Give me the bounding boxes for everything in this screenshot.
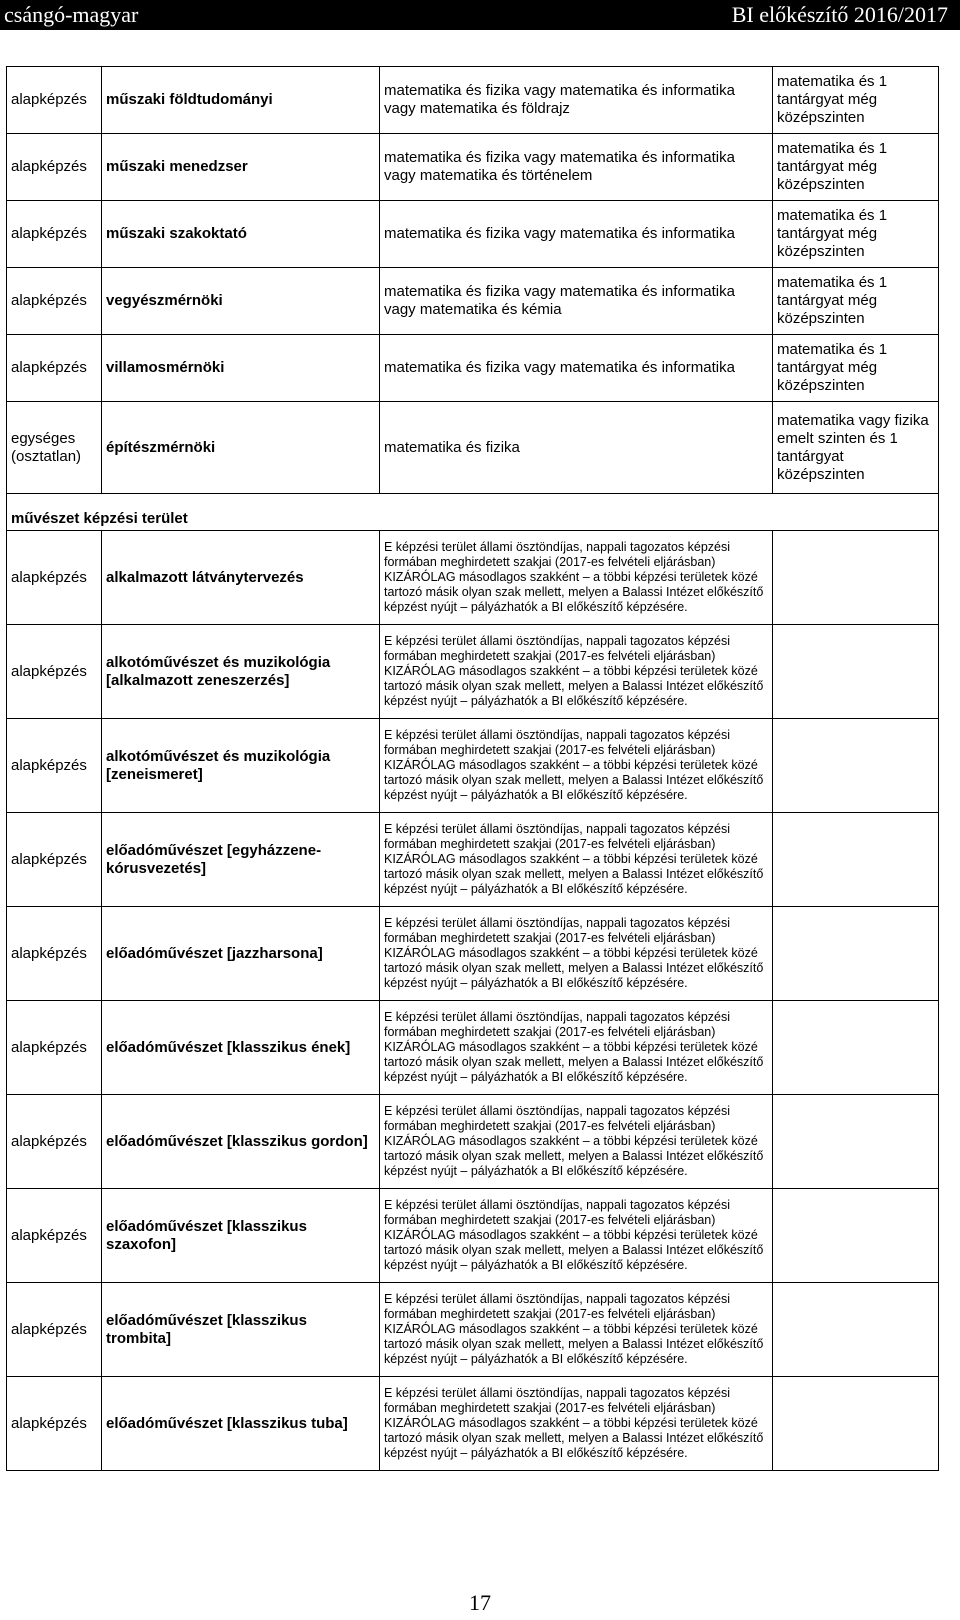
program-cell: előadóművészet [klasszikus trombita] — [102, 1283, 380, 1377]
table-row — [7, 625, 939, 719]
table-row — [7, 1001, 939, 1095]
level-cell: alapképzés — [7, 531, 102, 625]
note-cell: E képzési terület állami ösztöndíjas, nappali tagozatos képzési formában meghirdetett szakjai (2017-es felvételi eljárásban) KIZÁRÓLAG másodlagos szakként – a többi képzési területek közé tartozó másik olyan szak mellett, melyen a Balassi Intézet előkészítő képzést nyújt – pályázhatók a BI előkészítő képzésére. — [380, 1095, 773, 1189]
section-title: művészet képzési terület — [7, 494, 939, 531]
subjects-cell: matematika és fizika vagy matematika és informatika — [380, 335, 773, 402]
admission-table — [6, 66, 939, 1471]
level-cell: alapképzés — [7, 1377, 102, 1471]
level-cell: alapképzés — [7, 1189, 102, 1283]
level-cell: alapképzés — [7, 201, 102, 268]
page-header — [0, 0, 960, 30]
table-row — [7, 1095, 939, 1189]
program-cell: vegyészmérnöki — [102, 268, 380, 335]
program-cell: építészmérnöki — [102, 402, 380, 494]
note-cell: E képzési terület állami ösztöndíjas, nappali tagozatos képzési formában meghirdetett szakjai (2017-es felvételi eljárásban) KIZÁRÓLAG másodlagos szakként – a többi képzési területek közé tartozó másik olyan szak mellett, melyen a Balassi Intézet előkészítő képzést nyújt – pályázhatók a BI előkészítő képzésére. — [380, 1001, 773, 1095]
section-header-row — [7, 494, 939, 531]
level-cell: alapképzés — [7, 268, 102, 335]
subjects-cell: matematika és fizika vagy matematika és informatika vagy matematika és kémia — [380, 268, 773, 335]
program-cell: alkotóművészet és muzikológia [alkalmazott zeneszerzés] — [102, 625, 380, 719]
extra-cell: matematika vagy fizika emelt szinten és 1 tantárgyat középszinten — [773, 402, 939, 494]
empty-cell — [773, 1001, 939, 1095]
program-cell: alkalmazott látványtervezés — [102, 531, 380, 625]
level-cell: alapképzés — [7, 625, 102, 719]
program-cell: villamosmérnöki — [102, 335, 380, 402]
program-cell: alkotóművészet és muzikológia [zeneismeret] — [102, 719, 380, 813]
table-row — [7, 813, 939, 907]
level-cell: alapképzés — [7, 719, 102, 813]
table-row — [7, 907, 939, 1001]
subjects-cell: matematika és fizika vagy matematika és informatika vagy matematika és földrajz — [380, 67, 773, 134]
empty-cell — [773, 625, 939, 719]
page-number: 17 — [469, 1590, 491, 1615]
extra-cell: matematika és 1 tantárgyat még középszinten — [773, 67, 939, 134]
table-row — [7, 1283, 939, 1377]
extra-cell: matematika és 1 tantárgyat még középszinten — [773, 268, 939, 335]
program-cell: előadóművészet [jazzharsona] — [102, 907, 380, 1001]
program-cell: műszaki menedzser — [102, 134, 380, 201]
empty-cell — [773, 907, 939, 1001]
program-cell: előadóművészet [klasszikus gordon] — [102, 1095, 380, 1189]
table-row — [7, 402, 939, 494]
table-row — [7, 335, 939, 402]
program-cell: előadóművészet [klasszikus szaxofon] — [102, 1189, 380, 1283]
level-cell: alapképzés — [7, 335, 102, 402]
extra-cell: matematika és 1 tantárgyat még középszinten — [773, 335, 939, 402]
level-cell: alapképzés — [7, 1001, 102, 1095]
subjects-cell: matematika és fizika vagy matematika és informatika — [380, 201, 773, 268]
empty-cell — [773, 719, 939, 813]
program-cell: műszaki földtudományi — [102, 67, 380, 134]
table-row — [7, 531, 939, 625]
note-cell: E képzési terület állami ösztöndíjas, nappali tagozatos képzési formában meghirdetett szakjai (2017-es felvételi eljárásban) KIZÁRÓLAG másodlagos szakként – a többi képzési területek közé tartozó másik olyan szak mellett, melyen a Balassi Intézet előkészítő képzést nyújt – pályázhatók a BI előkészítő képzésére. — [380, 907, 773, 1001]
table-row — [7, 268, 939, 335]
extra-cell: matematika és 1 tantárgyat még középszinten — [773, 134, 939, 201]
empty-cell — [773, 1095, 939, 1189]
subjects-cell: matematika és fizika vagy matematika és informatika vagy matematika és történelem — [380, 134, 773, 201]
table-row — [7, 67, 939, 134]
program-cell: műszaki szakoktató — [102, 201, 380, 268]
table-row — [7, 1377, 939, 1471]
level-cell: egységes (osztatlan) — [7, 402, 102, 494]
empty-cell — [773, 1377, 939, 1471]
level-cell: alapképzés — [7, 1283, 102, 1377]
program-cell: előadóművészet [klasszikus ének] — [102, 1001, 380, 1095]
note-cell: E képzési terület állami ösztöndíjas, nappali tagozatos képzési formában meghirdetett szakjai (2017-es felvételi eljárásban) KIZÁRÓLAG másodlagos szakként – a többi képzési területek közé tartozó másik olyan szak mellett, melyen a Balassi Intézet előkészítő képzést nyújt – pályázhatók a BI előkészítő képzésére. — [380, 1189, 773, 1283]
empty-cell — [773, 1189, 939, 1283]
table-row — [7, 201, 939, 268]
table-row — [7, 719, 939, 813]
level-cell: alapképzés — [7, 1095, 102, 1189]
note-cell: E képzési terület állami ösztöndíjas, nappali tagozatos képzési formában meghirdetett szakjai (2017-es felvételi eljárásban) KIZÁRÓLAG másodlagos szakként – a többi képzési területek közé tartozó másik olyan szak mellett, melyen a Balassi Intézet előkészítő képzést nyújt – pályázhatók a BI előkészítő képzésére. — [380, 625, 773, 719]
empty-cell — [773, 531, 939, 625]
header-left-title: csángó-magyar — [4, 2, 139, 27]
level-cell: alapképzés — [7, 67, 102, 134]
empty-cell — [773, 1283, 939, 1377]
level-cell: alapképzés — [7, 134, 102, 201]
program-cell: előadóművészet [egyházzene-kórusvezetés] — [102, 813, 380, 907]
note-cell: E képzési terület állami ösztöndíjas, nappali tagozatos képzési formában meghirdetett szakjai (2017-es felvételi eljárásban) KIZÁRÓLAG másodlagos szakként – a többi képzési területek közé tartozó másik olyan szak mellett, melyen a Balassi Intézet előkészítő képzést nyújt – pályázhatók a BI előkészítő képzésére. — [380, 531, 773, 625]
note-cell: E képzési terület állami ösztöndíjas, nappali tagozatos képzési formában meghirdetett szakjai (2017-es felvételi eljárásban) KIZÁRÓLAG másodlagos szakként – a többi képzési területek közé tartozó másik olyan szak mellett, melyen a Balassi Intézet előkészítő képzést nyújt – pályázhatók a BI előkészítő képzésére. — [380, 813, 773, 907]
note-cell: E képzési terület állami ösztöndíjas, nappali tagozatos képzési formában meghirdetett szakjai (2017-es felvételi eljárásban) KIZÁRÓLAG másodlagos szakként – a többi képzési területek közé tartozó másik olyan szak mellett, melyen a Balassi Intézet előkészítő képzést nyújt – pályázhatók a BI előkészítő képzésére. — [380, 719, 773, 813]
header-right-title: BI előkészítő 2016/2017 — [731, 2, 948, 27]
extra-cell: matematika és 1 tantárgyat még középszinten — [773, 201, 939, 268]
program-cell: előadóművészet [klasszikus tuba] — [102, 1377, 380, 1471]
level-cell: alapképzés — [7, 813, 102, 907]
table-row — [7, 1189, 939, 1283]
note-cell: E képzési terület állami ösztöndíjas, nappali tagozatos képzési formában meghirdetett szakjai (2017-es felvételi eljárásban) KIZÁRÓLAG másodlagos szakként – a többi képzési területek közé tartozó másik olyan szak mellett, melyen a Balassi Intézet előkészítő képzést nyújt – pályázhatók a BI előkészítő képzésére. — [380, 1377, 773, 1471]
level-cell: alapképzés — [7, 907, 102, 1001]
subjects-cell: matematika és fizika — [380, 402, 773, 494]
note-cell: E képzési terület állami ösztöndíjas, nappali tagozatos képzési formában meghirdetett szakjai (2017-es felvételi eljárásban) KIZÁRÓLAG másodlagos szakként – a többi képzési területek közé tartozó másik olyan szak mellett, melyen a Balassi Intézet előkészítő képzést nyújt – pályázhatók a BI előkészítő képzésére. — [380, 1283, 773, 1377]
empty-cell — [773, 813, 939, 907]
table-row — [7, 134, 939, 201]
